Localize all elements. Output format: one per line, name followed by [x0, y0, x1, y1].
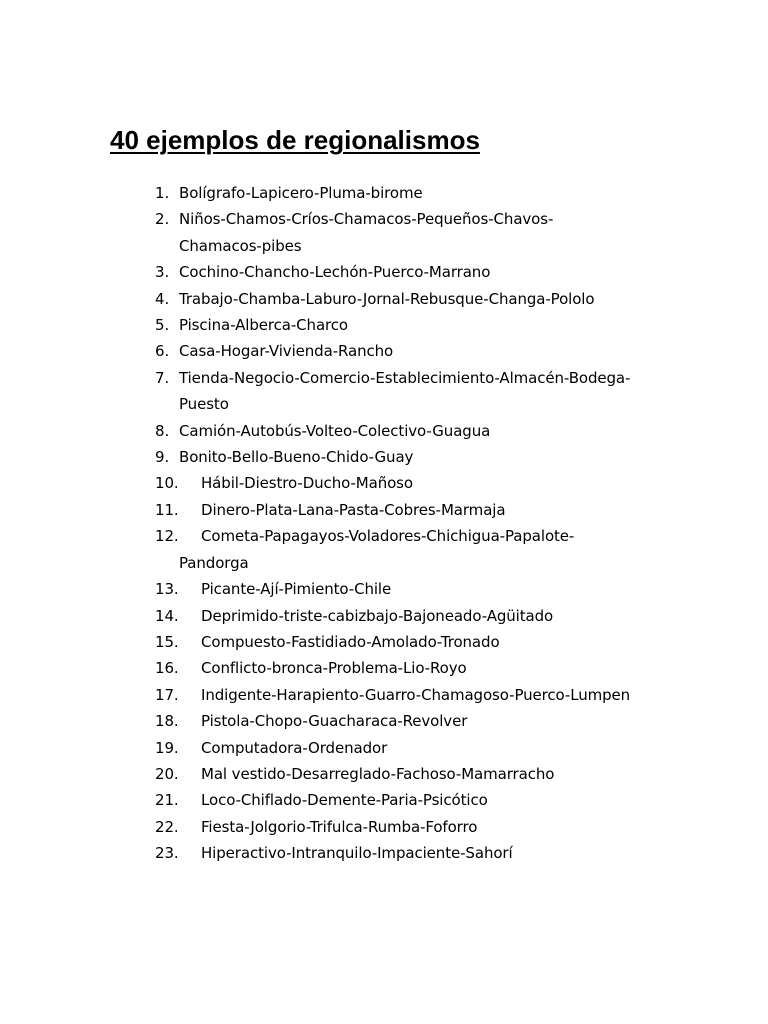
- list-item: [155, 418, 635, 444]
- list-item-number: 7.: [155, 368, 170, 387]
- list-item: [155, 497, 635, 523]
- list-item-number: 17.: [155, 685, 179, 704]
- list-item-text: Compuesto-Fastidiado-Amolado-Tronado: [201, 632, 500, 651]
- list-item: [155, 180, 635, 206]
- list-item-text: Trabajo-Chamba-Laburo-Jornal-Rebusque-Changa-Pololo: [179, 289, 595, 308]
- list-item-number: 11.: [155, 500, 179, 519]
- list-item-number: 21.: [155, 791, 179, 810]
- list-item: [155, 259, 635, 285]
- list-item-number: 8.: [155, 421, 170, 440]
- list-item: [155, 206, 635, 259]
- list-item-text: Tienda-Negocio-Comercio-Establecimiento-Almacén-Bodega-Puesto: [179, 368, 631, 414]
- list-item-number: 19.: [155, 738, 179, 757]
- list-item-number: 22.: [155, 817, 179, 836]
- list-item-text: Camión-Autobús-Volteo-Colectivo-Guagua: [179, 421, 491, 440]
- list-item-number: 23.: [155, 844, 179, 863]
- list-item-number: 18.: [155, 712, 179, 731]
- list-item-number: 4.: [155, 289, 170, 308]
- list-item-number: 2.: [155, 210, 170, 229]
- list-item-number: 14.: [155, 606, 179, 625]
- list-item-number: 12.: [155, 527, 179, 546]
- list-item-text: Hiperactivo-Intranquilo-Impaciente-Sahorí: [201, 844, 513, 863]
- list-item: [155, 312, 635, 338]
- list-item-text: Cometa-Papagayos-Voladores-Chichigua-Papalote-Pandorga: [179, 527, 575, 572]
- list-item-number: 16.: [155, 659, 179, 678]
- list-item-text: Conflicto-bronca-Problema-Lio-Royo: [201, 659, 467, 678]
- list-item: [155, 576, 635, 602]
- list-item-number: 5.: [155, 316, 170, 335]
- list-item-number: 3.: [155, 263, 170, 282]
- list-item: [155, 470, 635, 496]
- list-item-text: Bolígrafo-Lapicero-Pluma-birome: [179, 184, 423, 202]
- list-item-text: Pistola-Chopo-Guacharaca-Revolver: [201, 712, 468, 731]
- regionalisms-list: [155, 180, 635, 867]
- list-item-text: Casa-Hogar-Vivienda-Rancho: [179, 342, 394, 361]
- list-item: [155, 708, 635, 734]
- list-item-number: 13.: [155, 580, 179, 599]
- list-item: [155, 761, 635, 787]
- list-item-number: 1.: [155, 184, 170, 202]
- list-item-text: Bonito-Bello-Bueno-Chido-Guay: [179, 448, 414, 467]
- list-item: [155, 523, 635, 576]
- list-item: [155, 814, 635, 840]
- list-item-text: Niños-Chamos-Críos-Chamacos-Pequeños-Chavos-Chamacos-pibes: [179, 210, 554, 255]
- list-item: [155, 840, 635, 866]
- list-item-text: Mal vestido-Desarreglado-Fachoso-Mamarracho: [201, 764, 555, 783]
- list-item: [155, 682, 635, 708]
- document-title: 40 ejemplos de regionalismos: [110, 125, 480, 155]
- list-item-text: Computadora-Ordenador: [201, 738, 388, 757]
- list-item-number: 9.: [155, 448, 170, 467]
- list-item: [155, 338, 635, 364]
- list-item-number: 15.: [155, 632, 179, 651]
- list-item-text: Deprimido-triste-cabizbajo-Bajoneado-Agüitado: [201, 606, 554, 625]
- list-item-number: 10.: [155, 474, 179, 493]
- list-item-text: Piscina-Alberca-Charco: [179, 316, 348, 335]
- list-item-text: Indigente-Harapiento-Guarro-Chamagoso-Puerco-Lumpen: [201, 685, 631, 704]
- list-item: [155, 629, 635, 655]
- list-item-number: 6.: [155, 342, 170, 361]
- list-item-number: 20.: [155, 764, 179, 783]
- list-item: [155, 787, 635, 813]
- list-item-text: Fiesta-Jolgorio-Trifulca-Rumba-Foforro: [201, 817, 478, 836]
- list-item: [155, 365, 635, 418]
- list-item: [155, 444, 635, 470]
- list-item-text: Hábil-Diestro-Ducho-Mañoso: [201, 474, 413, 493]
- list-item: [155, 735, 635, 761]
- list-item: [155, 286, 635, 312]
- list-item-text: Loco-Chiflado-Demente-Paria-Psicótico: [201, 791, 488, 810]
- list-item-text: Picante-Ají-Pimiento-Chile: [201, 580, 392, 599]
- list-item-text: Dinero-Plata-Lana-Pasta-Cobres-Marmaja: [201, 500, 506, 519]
- list-item: [155, 655, 635, 681]
- list-item-text: Cochino-Chancho-Lechón-Puerco-Marrano: [179, 263, 491, 282]
- list-item: [155, 603, 635, 629]
